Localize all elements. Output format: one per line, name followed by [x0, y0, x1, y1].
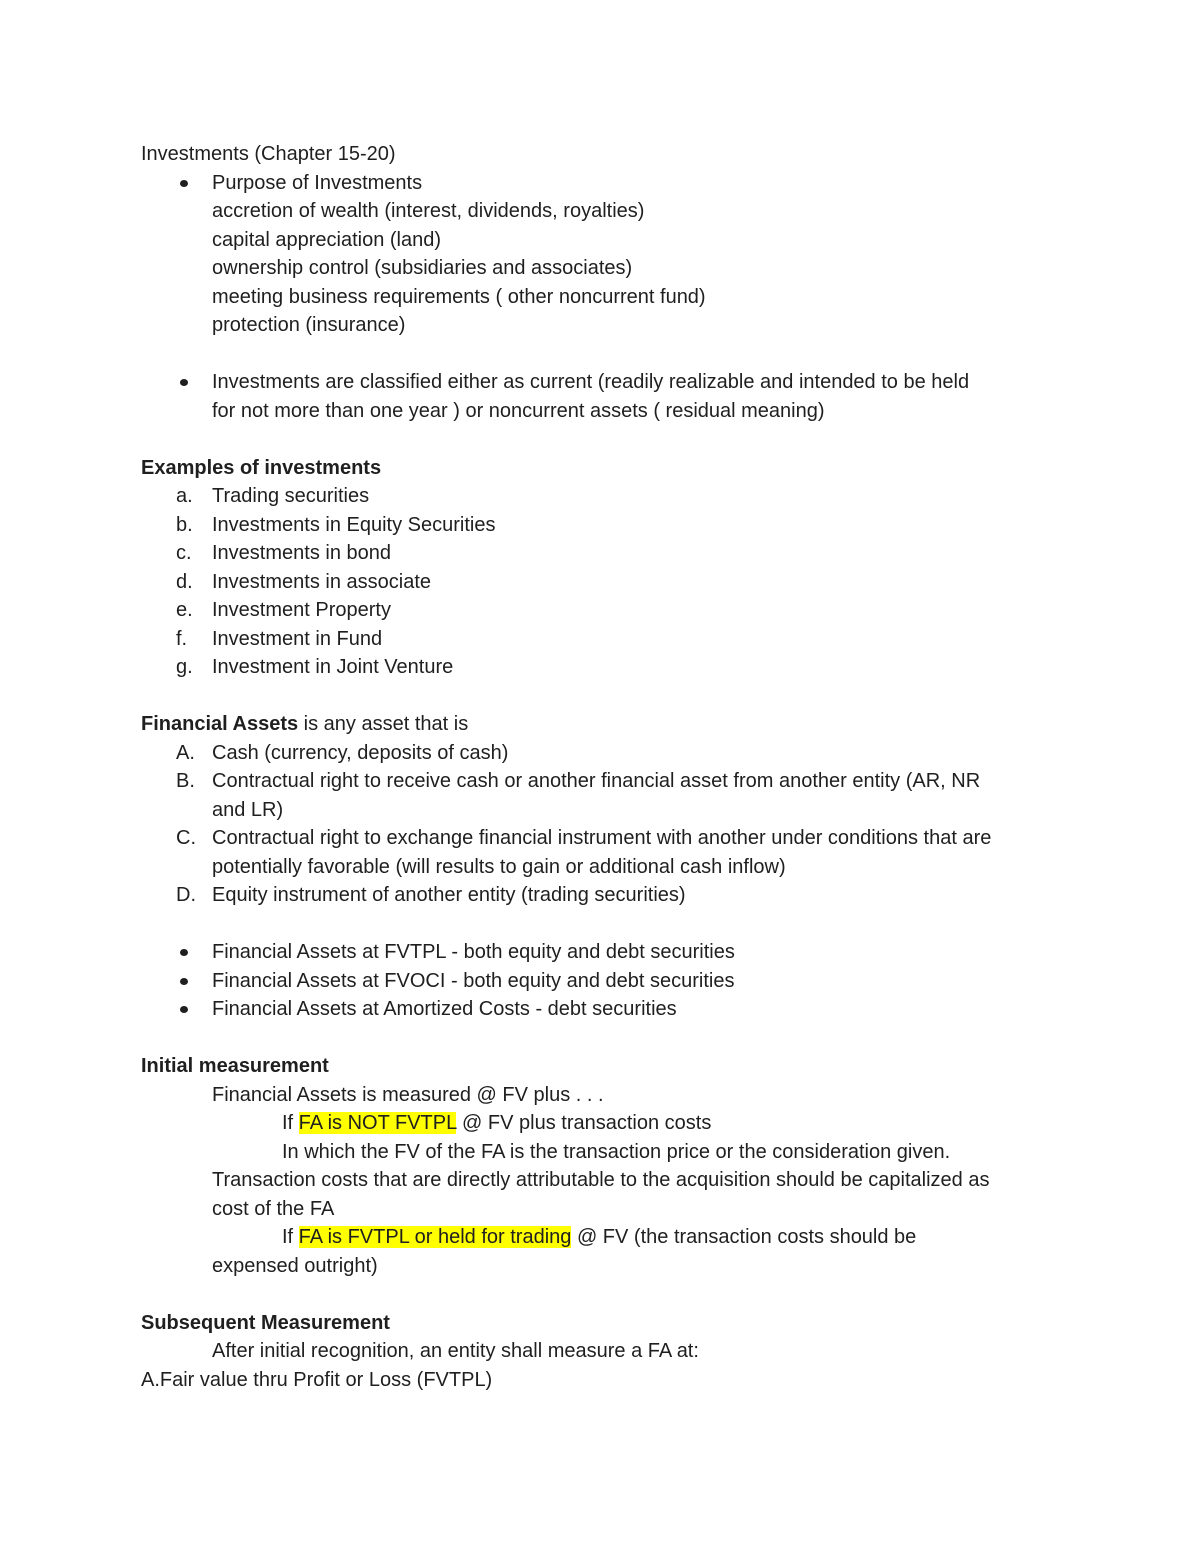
fa-item-text: Equity instrument of another entity (trading securities) [212, 884, 686, 906]
examples-heading: Examples of investments [141, 456, 382, 479]
example-item [141, 539, 1061, 568]
fa-item-text-cont: potentially favorable (will results to gain or additional cash inflow) [212, 855, 786, 878]
fa-item [141, 881, 1061, 910]
initial-measurement-intro: Financial Assets is measured @ FV plus . . . [212, 1083, 604, 1106]
example-text: Trading securities [212, 485, 370, 507]
example-item [141, 482, 1061, 511]
bullet-icon [180, 1006, 188, 1013]
purpose-line: accretion of wealth (interest, dividends, royalties) [212, 200, 645, 222]
example-text: Investments in Equity Securities [212, 513, 496, 536]
case-fvtpl-cont: expensed outright) [212, 1254, 378, 1277]
case-prefix: If [282, 1112, 299, 1134]
spacer [141, 682, 1061, 711]
spacer [141, 340, 1061, 369]
list-marker: f. [176, 627, 188, 650]
example-text: Investments in bond [212, 542, 391, 564]
list-marker: D. [176, 884, 196, 906]
classification-text-cont: for not more than one year ) or noncurrent assets ( residual meaning) [212, 399, 825, 422]
purpose-line: meeting business requirements ( other noncurrent fund) [212, 285, 706, 308]
example-text: Investments in associate [212, 570, 431, 593]
example-item [141, 568, 1061, 597]
case-suffix: @ FV (the transaction costs should be [571, 1226, 917, 1248]
fa-item [141, 739, 1061, 768]
bullet-icon [180, 949, 188, 956]
subsequent-item-a: A.Fair value thru Profit or Loss (FVTPL) [141, 1368, 493, 1391]
capitalize-text: Transaction costs that are directly attributable to the acquisition should be capitalized as [212, 1169, 990, 1191]
example-item [141, 625, 1061, 654]
highlighted-text: FA is NOT FVTPL [298, 1112, 457, 1134]
list-marker: b. [176, 513, 193, 536]
example-text: Investment in Fund [212, 627, 383, 650]
fa-item [141, 824, 1061, 853]
case-prefix: If [282, 1226, 299, 1248]
example-item [141, 596, 1061, 625]
bullet-icon [180, 180, 188, 187]
case-not-fvtpl [141, 1109, 1061, 1138]
capitalize-text-cont: cost of the FA [212, 1197, 335, 1220]
purpose-line: protection (insurance) [212, 314, 406, 336]
bullet-icon [180, 379, 188, 386]
fa-item [141, 767, 1061, 796]
list-marker: a. [176, 485, 193, 507]
spacer [141, 425, 1061, 454]
fa-item-text: Contractual right to exchange financial instrument with another under conditions that are [212, 827, 992, 849]
fa-item-text-cont: and LR) [212, 798, 284, 821]
case-suffix: @ FV plus transaction costs [456, 1112, 712, 1134]
financial-assets-term: Financial Assets [141, 713, 299, 735]
bullet-item [141, 368, 1061, 397]
classification-text: Investments are classified either as current (readily realizable and intended to be held [212, 371, 970, 393]
initial-measurement-heading: Initial measurement [141, 1055, 329, 1077]
fa-category: Financial Assets at FVTPL - both equity and debt securities [212, 941, 735, 963]
financial-assets-definition [141, 710, 1061, 739]
spacer [141, 1024, 1061, 1053]
spacer [141, 910, 1061, 939]
bullet-item [141, 938, 1061, 967]
case-fvtpl [141, 1223, 1061, 1252]
document-title: Investments (Chapter 15-20) [141, 143, 396, 165]
example-item [141, 511, 1061, 540]
example-text: Investment in Joint Venture [212, 656, 454, 678]
list-marker: g. [176, 656, 193, 678]
list-marker: B. [176, 770, 195, 792]
purpose-line: ownership control (subsidiaries and associates) [212, 257, 633, 279]
fa-category: Financial Assets at FVOCI - both equity and debt securities [212, 969, 735, 992]
case-note: In which the FV of the FA is the transaction price or the consideration given. [282, 1140, 951, 1163]
bullet-item [141, 967, 1061, 996]
fa-item-text: Contractual right to receive cash or another financial asset from another entity (AR, NR [212, 770, 981, 792]
example-item [141, 653, 1061, 682]
purpose-line: capital appreciation (land) [212, 228, 442, 251]
spacer [141, 1280, 1061, 1309]
purpose-heading: Purpose of Investments [212, 171, 423, 194]
financial-assets-definition-text: is any asset that is [298, 713, 469, 735]
highlighted-text: FA is FVTPL or held for trading [298, 1226, 572, 1248]
example-text: Investment Property [212, 599, 391, 621]
bullet-icon [180, 978, 188, 985]
subsequent-measurement-intro: After initial recognition, an entity shall measure a FA at: [212, 1340, 699, 1362]
subsequent-measurement-heading: Subsequent Measurement [141, 1311, 390, 1334]
fa-category: Financial Assets at Amortized Costs - debt securities [212, 998, 677, 1020]
list-marker: c. [176, 542, 192, 564]
fa-item-text: Cash (currency, deposits of cash) [212, 741, 509, 764]
list-marker: A. [176, 741, 195, 764]
document-body [141, 140, 1061, 1394]
list-marker: d. [176, 570, 193, 593]
bullet-item [141, 169, 1061, 198]
bullet-item [141, 995, 1061, 1024]
list-marker: C. [176, 827, 196, 849]
list-marker: e. [176, 599, 193, 621]
